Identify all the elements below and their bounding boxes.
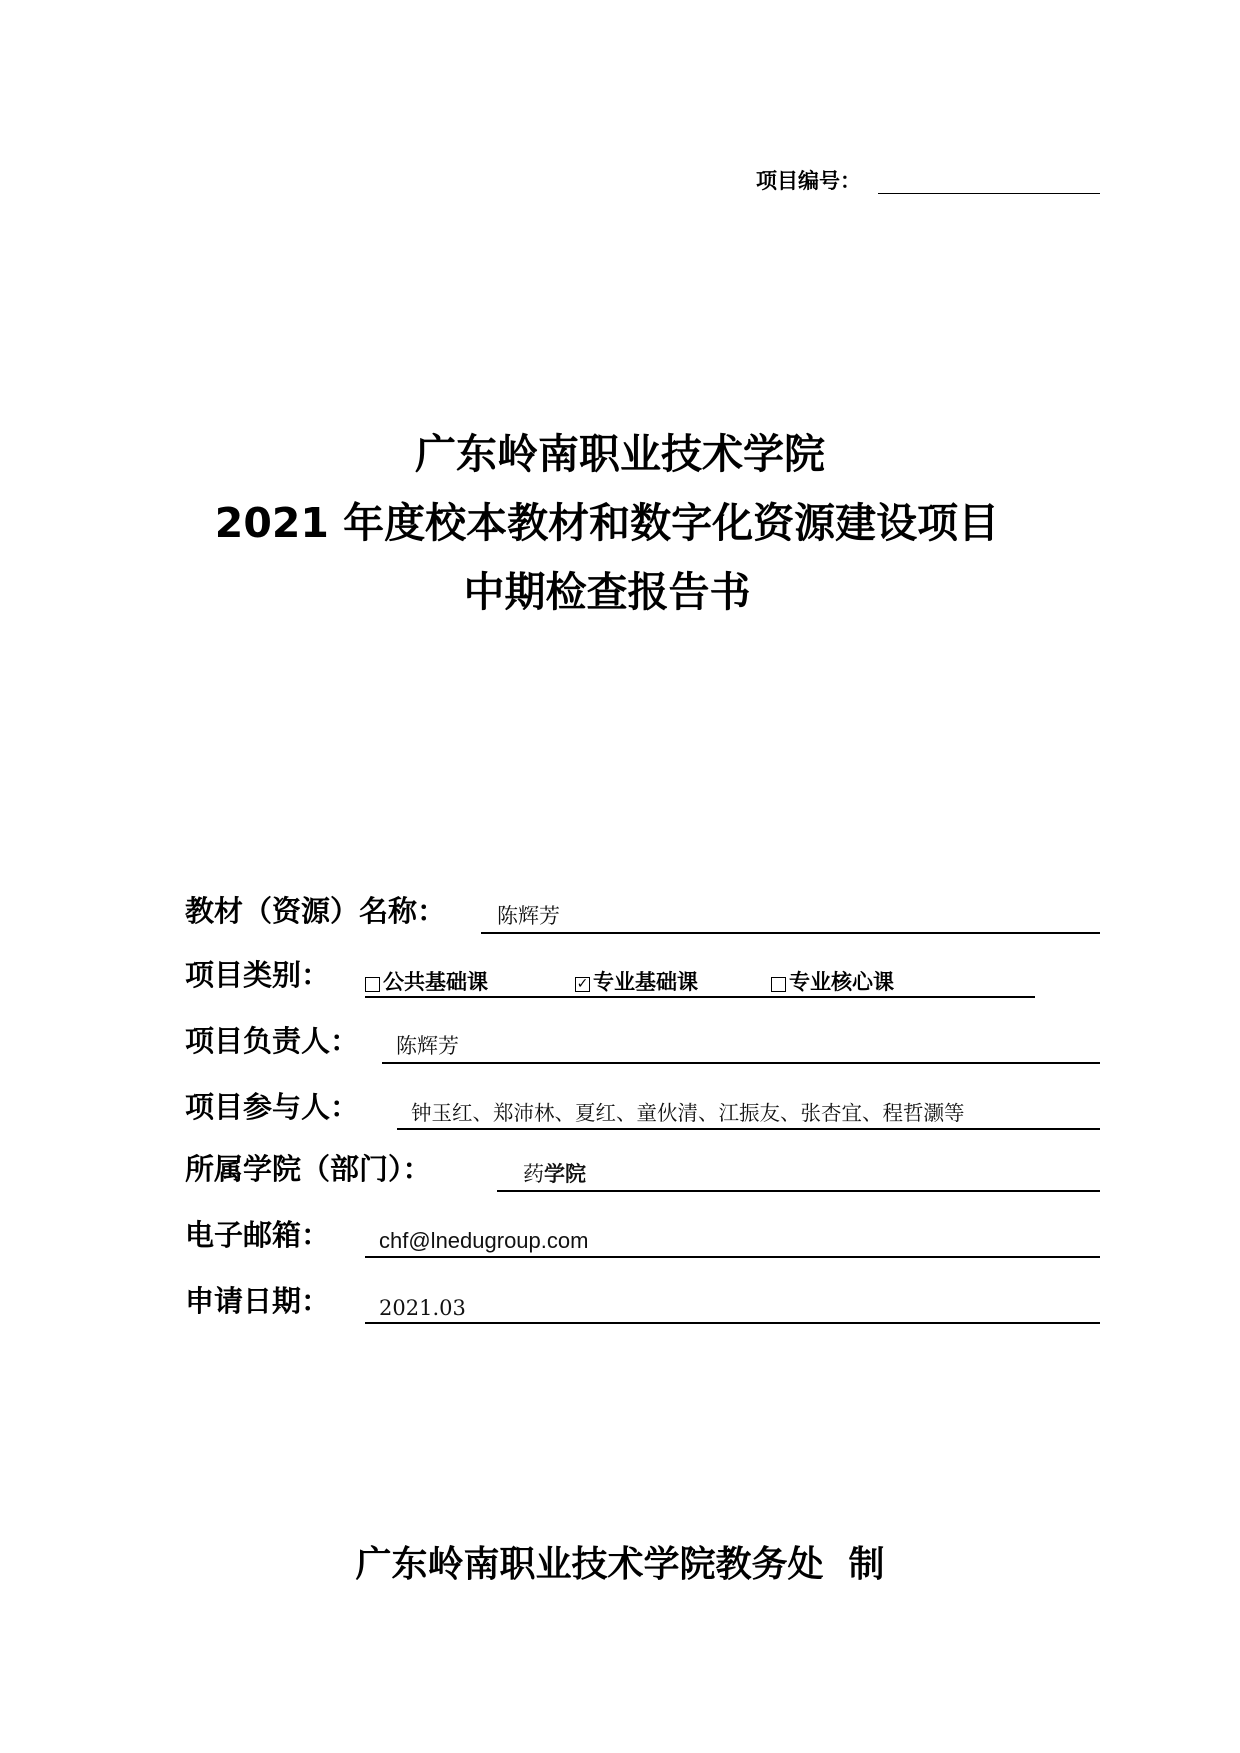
category-label: 项目类别：: [185, 958, 331, 992]
checkbox-icon[interactable]: [365, 977, 380, 992]
project-number-field[interactable]: [878, 193, 1100, 194]
checkbox-checked-icon[interactable]: ✓: [576, 976, 589, 992]
title-line-2: 2021 年度校本教材和数字化资源建设项目: [214, 499, 1000, 547]
category-underline: [575, 996, 771, 998]
participants-label: 项目参与人：: [185, 1090, 360, 1124]
apply-date-underline: [365, 1322, 1100, 1324]
apply-date-label: 申请日期：: [185, 1284, 331, 1318]
material-name-underline: [481, 932, 1100, 934]
material-name-row: [185, 888, 1100, 934]
project-number-label: 项目编号：: [756, 169, 861, 193]
category-underline: [771, 996, 1035, 998]
leader-value[interactable]: 陈辉芳: [396, 1034, 459, 1058]
college-value-prefix: 药: [523, 1162, 544, 1186]
category-row: [185, 952, 1100, 998]
college-value[interactable]: [523, 1158, 586, 1188]
participants-row: [185, 1084, 1100, 1130]
participants-value[interactable]: 钟玉红、郑沛林、夏红、童伙清、江振友、张杏宜、程哲灏等: [411, 1101, 965, 1125]
leader-label: 项目负责人：: [185, 1024, 360, 1058]
college-row: [185, 1146, 1100, 1192]
apply-date-row: [185, 1278, 1100, 1324]
document-title: [0, 420, 1240, 627]
college-label: 所属学院（部门）：: [185, 1152, 432, 1186]
leader-row: [185, 1018, 1100, 1064]
category-underline: [365, 996, 575, 998]
email-underline: [365, 1256, 1100, 1258]
category-options: [365, 958, 1225, 998]
checkbox-icon[interactable]: [771, 977, 786, 992]
email-row: [185, 1212, 1100, 1258]
college-underline: [497, 1190, 1100, 1192]
participants-underline: [397, 1128, 1100, 1130]
email-label: 电子邮箱：: [185, 1218, 331, 1252]
apply-date-value[interactable]: 2021.03: [379, 1296, 466, 1320]
college-value-suffix: 学院: [544, 1162, 586, 1186]
category-option-label: 公共基础课: [383, 970, 488, 994]
leader-underline: [382, 1062, 1100, 1064]
email-value[interactable]: chf@lnedugroup.com: [379, 1228, 589, 1253]
title-line-1: 广东岭南职业技术学院: [415, 430, 825, 478]
category-option-label: 专业基础课: [593, 970, 698, 994]
title-line-3: 中期检查报告书: [463, 568, 751, 616]
issuer-footer: 广东岭南职业技术学院教务处 制: [355, 1544, 885, 1585]
category-option-label: 专业核心课: [789, 970, 894, 994]
material-name-value[interactable]: 陈辉芳: [497, 904, 560, 928]
material-name-label: 教材（资源）名称：: [185, 894, 447, 928]
